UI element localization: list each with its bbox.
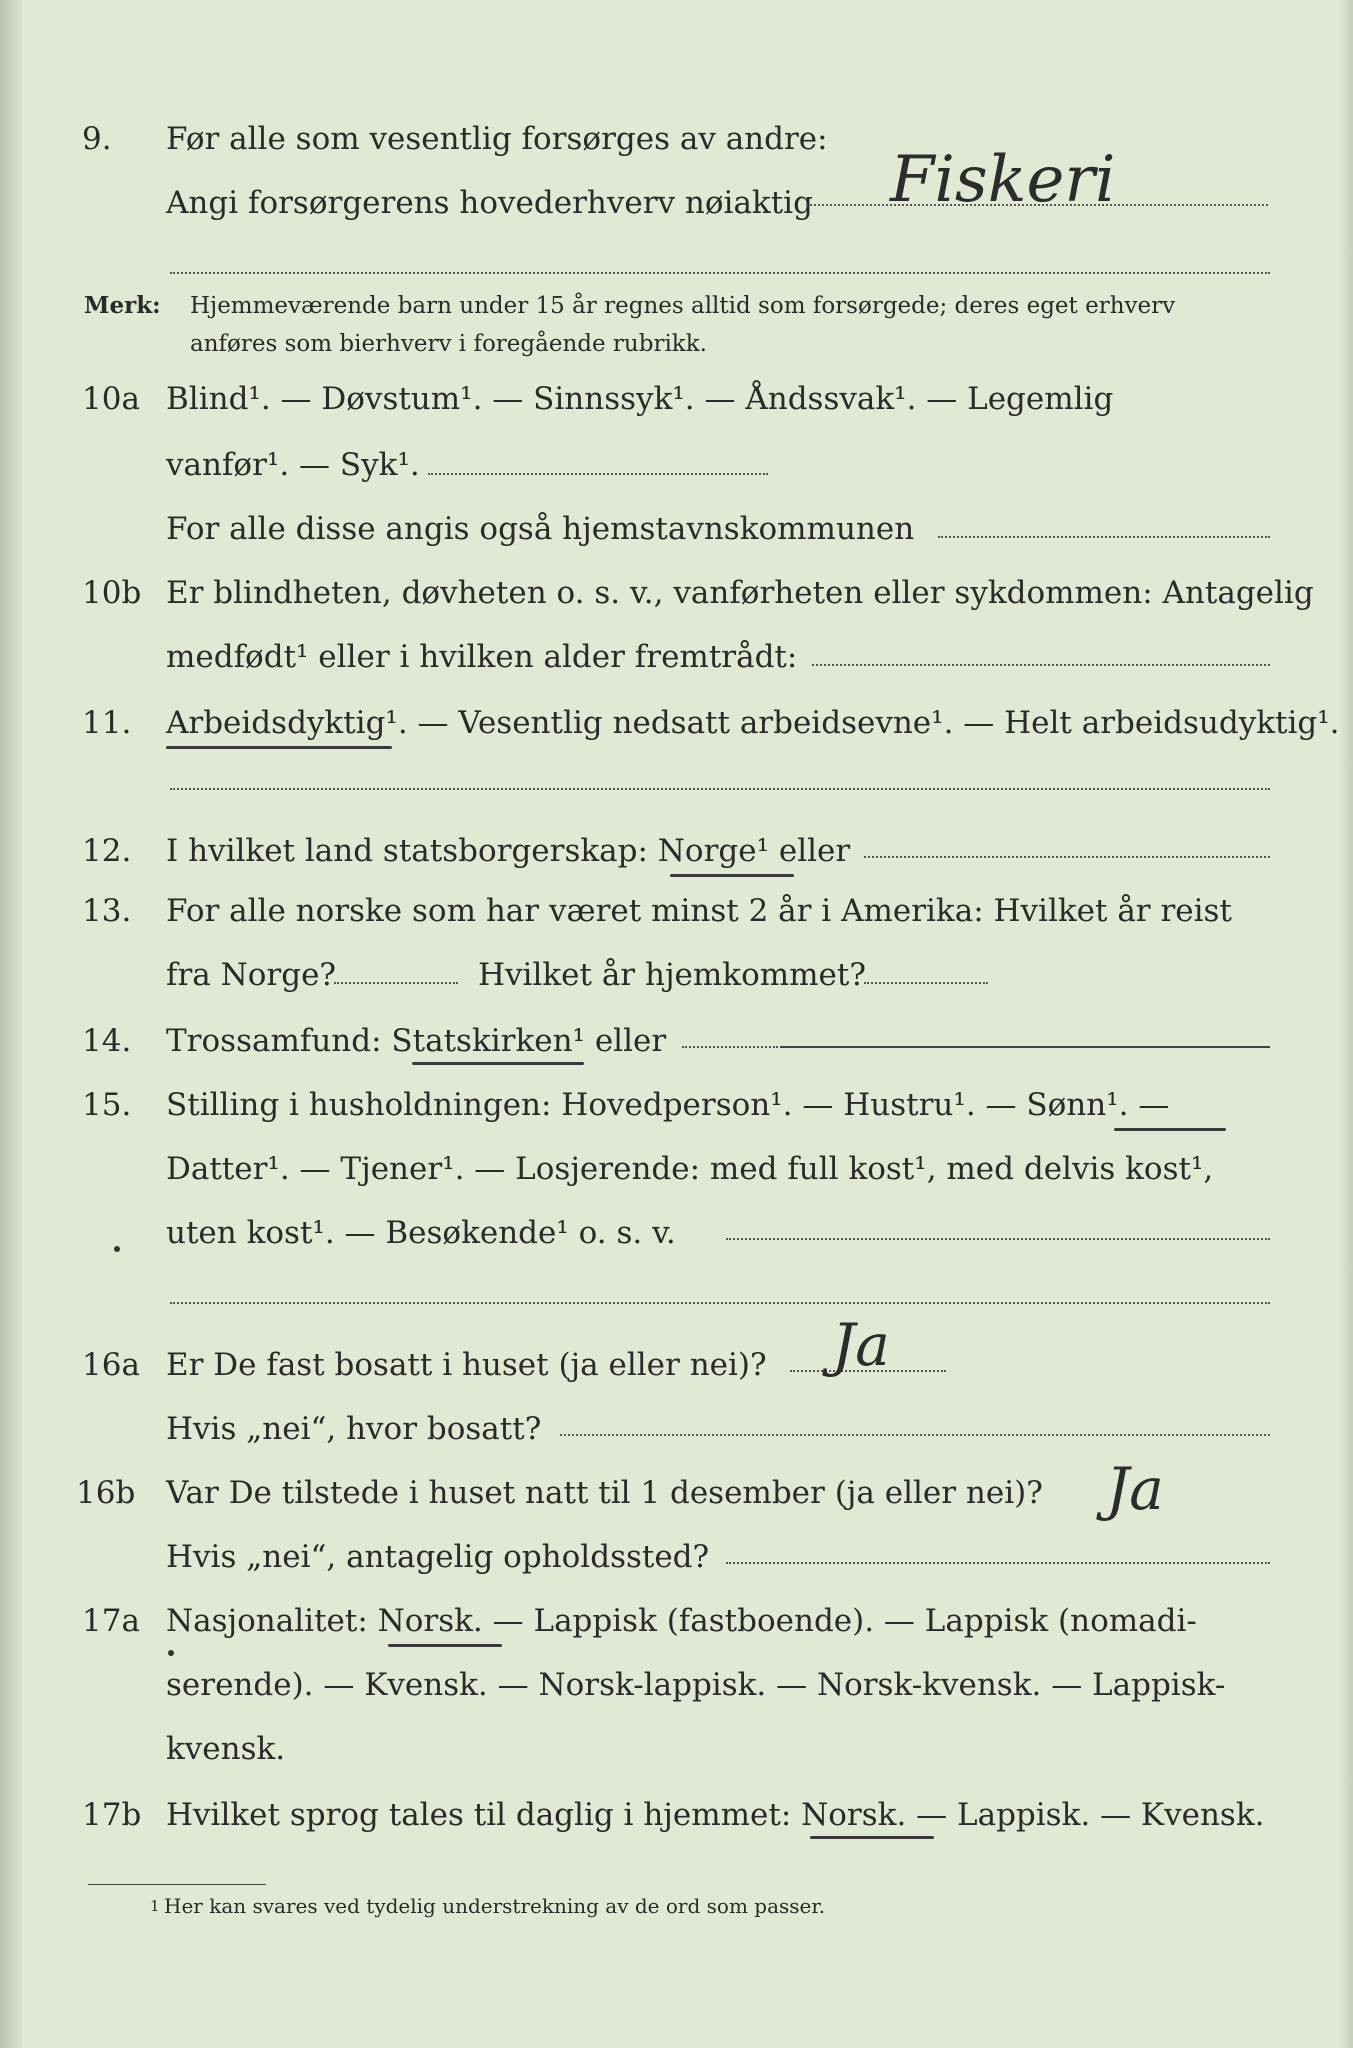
question-number: 11. [82, 705, 132, 741]
question-number: 9. [82, 121, 112, 157]
answer-line [170, 788, 1270, 790]
question-text: Hvis „nei“, hvor bosatt? [166, 1411, 542, 1447]
answer-line [726, 1562, 1270, 1564]
answer-line [682, 1046, 778, 1048]
footnote-text: Her kan svares ved tydelig understrekning av de ord som passer. [164, 1894, 826, 1918]
question-text: For alle disse angis også hjemstavnskommunen [166, 511, 915, 547]
handwritten-answer: Fiskeri [890, 143, 1116, 217]
question-text: Trossamfund: Statskirken¹ eller [166, 1023, 667, 1059]
handwritten-underline [388, 1644, 502, 1647]
answer-line [938, 536, 1270, 538]
question-text: medfødt¹ eller i hvilken alder fremtrådt: [166, 639, 798, 675]
question-text: Datter¹. — Tjener¹. — Losjerende: med full kost¹, med delvis kost¹, [166, 1151, 1214, 1187]
answer-line [812, 664, 1270, 666]
handwritten-answer: Ja [1106, 1455, 1164, 1523]
handwritten-underline [1114, 1128, 1226, 1131]
question-text: Er De fast bosatt i huset (ja eller nei)? [166, 1347, 767, 1383]
question-number: 16a [82, 1347, 140, 1383]
question-text: kvensk. [166, 1731, 286, 1767]
paper-left-edge [0, 0, 22, 2048]
question-text: Arbeidsdyktig¹. — Vesentlig nedsatt arbeidsevne¹. — Helt arbeidsudyktig¹. [166, 705, 1340, 741]
question-number: 10a [82, 381, 140, 417]
pen-dot [114, 1246, 120, 1252]
note-text: Hjemmeværende barn under 15 år regnes alltid som forsørgede; deres eget erhverv [190, 293, 1176, 319]
answer-line [428, 473, 768, 475]
question-number: 14. [82, 1023, 132, 1059]
paper-right-edge [1339, 0, 1353, 2048]
question-text: serende). — Kvensk. — Norsk-lappisk. — Norsk-kvensk. — Lappisk- [166, 1667, 1226, 1703]
question-text: Før alle som vesentlig forsørges av andre: [166, 121, 828, 157]
answer-line [334, 982, 458, 984]
question-text: Hvilket sprog tales til daglig i hjemmet: Norsk. — Lappisk. — Kvensk. [166, 1797, 1265, 1833]
question-text: Stilling i husholdningen: Hovedperson¹. — Hustru¹. — Sønn¹. — [166, 1087, 1170, 1123]
answer-line [864, 856, 1270, 858]
handwritten-underline [670, 874, 794, 877]
question-text: Er blindheten, døvheten o. s. v., vanførheten eller sykdommen: Antagelig [166, 575, 1314, 611]
question-number: 16b [76, 1475, 136, 1511]
question-number: 17b [82, 1797, 142, 1833]
question-text: Hvis „nei“, antagelig opholdssted? [166, 1539, 710, 1575]
pen-dot [168, 1650, 174, 1656]
question-text: Hvilket år hjemkommet? [478, 957, 866, 993]
question-text: Var De tilstede i huset natt til 1 desember (ja eller nei)? [166, 1475, 1043, 1511]
question-number: 17a [82, 1603, 140, 1639]
question-text: Nasjonalitet: Norsk. — Lappisk (fastboende). — Lappisk (nomadi- [166, 1603, 1197, 1639]
note-label: Merk: [84, 292, 161, 319]
note-text: anføres som bierhverv i foregående rubrikk. [190, 331, 707, 357]
question-number: 10b [82, 575, 142, 611]
answer-line [170, 1302, 1270, 1304]
question-text: vanfør¹. — Syk¹. [166, 447, 420, 483]
question-text: For alle norske som har været minst 2 år i Amerika: Hvilket år reist [166, 893, 1232, 929]
question-number: 15. [82, 1087, 132, 1123]
question-text: Blind¹. — Døvstum¹. — Sinnssyk¹. — Åndssvak¹. — Legemlig [166, 381, 1114, 417]
footnote-rule [88, 1884, 266, 1885]
handwritten-underline [412, 1062, 584, 1065]
answer-line [170, 272, 1270, 274]
question-text: I hvilket land statsborgerskap: Norge¹ eller [166, 833, 851, 869]
question-text: Angi forsørgerens hovederhverv nøiaktig [166, 185, 813, 221]
question-text: uten kost¹. — Besøkende¹ o. s. v. [166, 1215, 676, 1251]
handwritten-underline [166, 746, 392, 749]
handwritten-underline [810, 1836, 934, 1839]
footnote-mark: 1 [150, 1897, 160, 1915]
question-number: 12. [82, 833, 132, 869]
question-text: fra Norge? [166, 957, 337, 993]
question-number: 13. [82, 893, 132, 929]
answer-line [560, 1434, 1270, 1436]
answer-rule [780, 1046, 1270, 1048]
answer-line [726, 1238, 1270, 1240]
answer-line [864, 982, 988, 984]
handwritten-answer: Ja [832, 1311, 890, 1379]
